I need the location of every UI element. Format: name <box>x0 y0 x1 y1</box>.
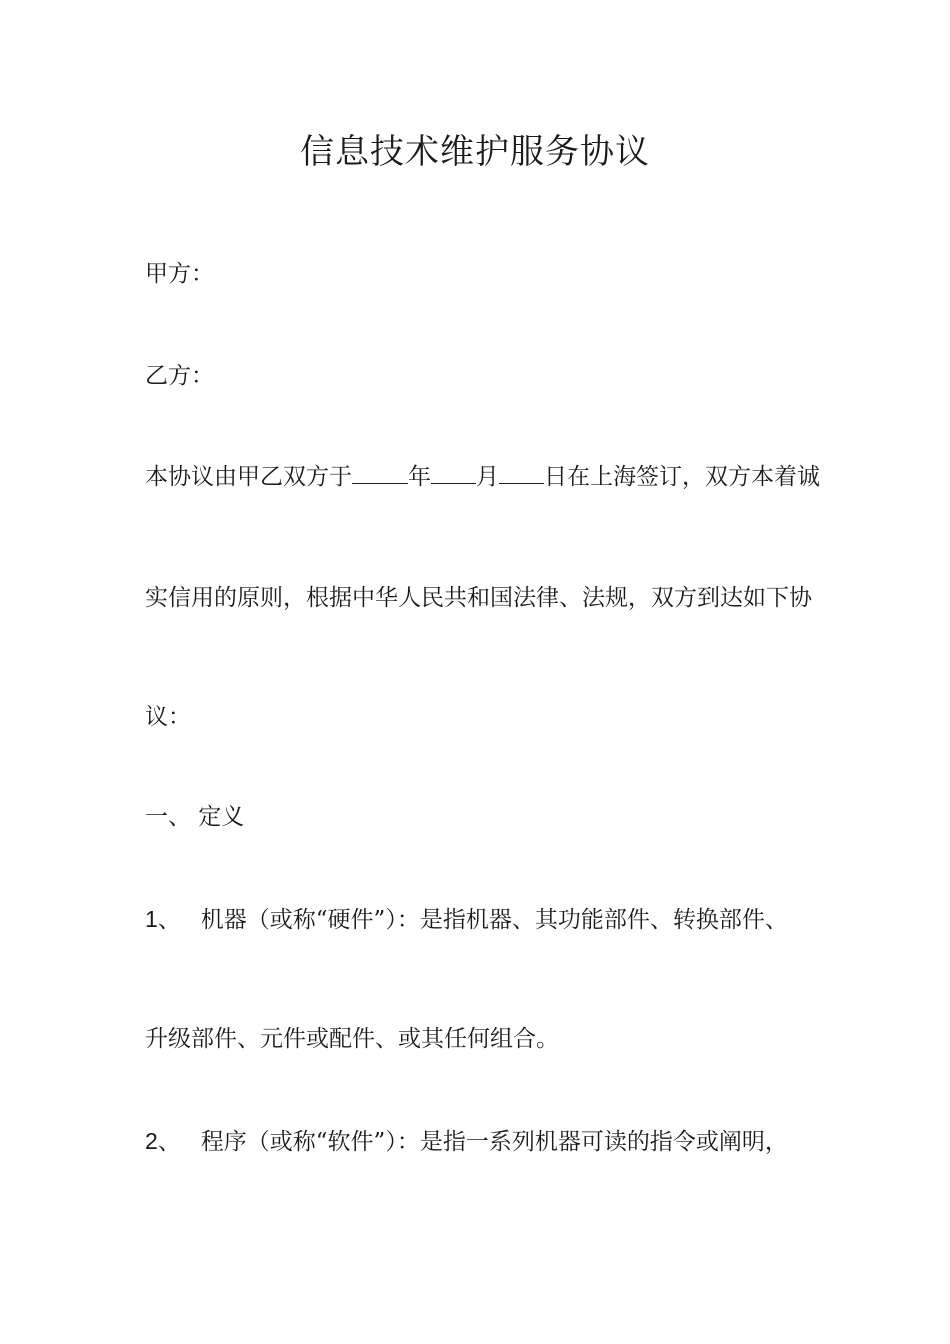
intro-line-2: 实信用的原则，根据中华人民共和国法律、法规，双方到达如下协 <box>145 585 812 611</box>
item-2-line-1 <box>145 1125 788 1158</box>
month-blank[interactable] <box>431 461 476 484</box>
party-b-label: 乙方： <box>145 363 214 389</box>
month-label: 月 <box>476 464 499 490</box>
intro-line-3: 议： <box>145 704 191 730</box>
item-1-number: 1、 <box>145 906 181 932</box>
intro-text-start: 本协议由甲乙双方于 <box>145 464 352 490</box>
intro-line-1 <box>145 461 820 493</box>
section-1-heading: 一、 定义 <box>145 804 245 830</box>
item-2-text: 程序（或称“软件”）：是指一系列机器可读的指令或阐明， <box>200 1129 788 1155</box>
year-blank[interactable] <box>352 461 408 484</box>
document-title: 信息技术维护服务协议 <box>300 132 650 172</box>
item-2-number: 2、 <box>145 1128 181 1154</box>
day-and-rest-text: 日在上海签订，双方本着诚 <box>544 464 820 490</box>
party-a-label: 甲方： <box>145 261 214 287</box>
item-1-text: 机器（或称“硬件”）：是指机器、其功能部件、转换部件、 <box>200 907 788 933</box>
item-1-line-1 <box>145 903 788 936</box>
year-label: 年 <box>408 464 431 490</box>
day-blank[interactable] <box>499 461 544 484</box>
item-1-line-2: 升级部件、元件或配件、或其任何组合。 <box>145 1026 559 1052</box>
